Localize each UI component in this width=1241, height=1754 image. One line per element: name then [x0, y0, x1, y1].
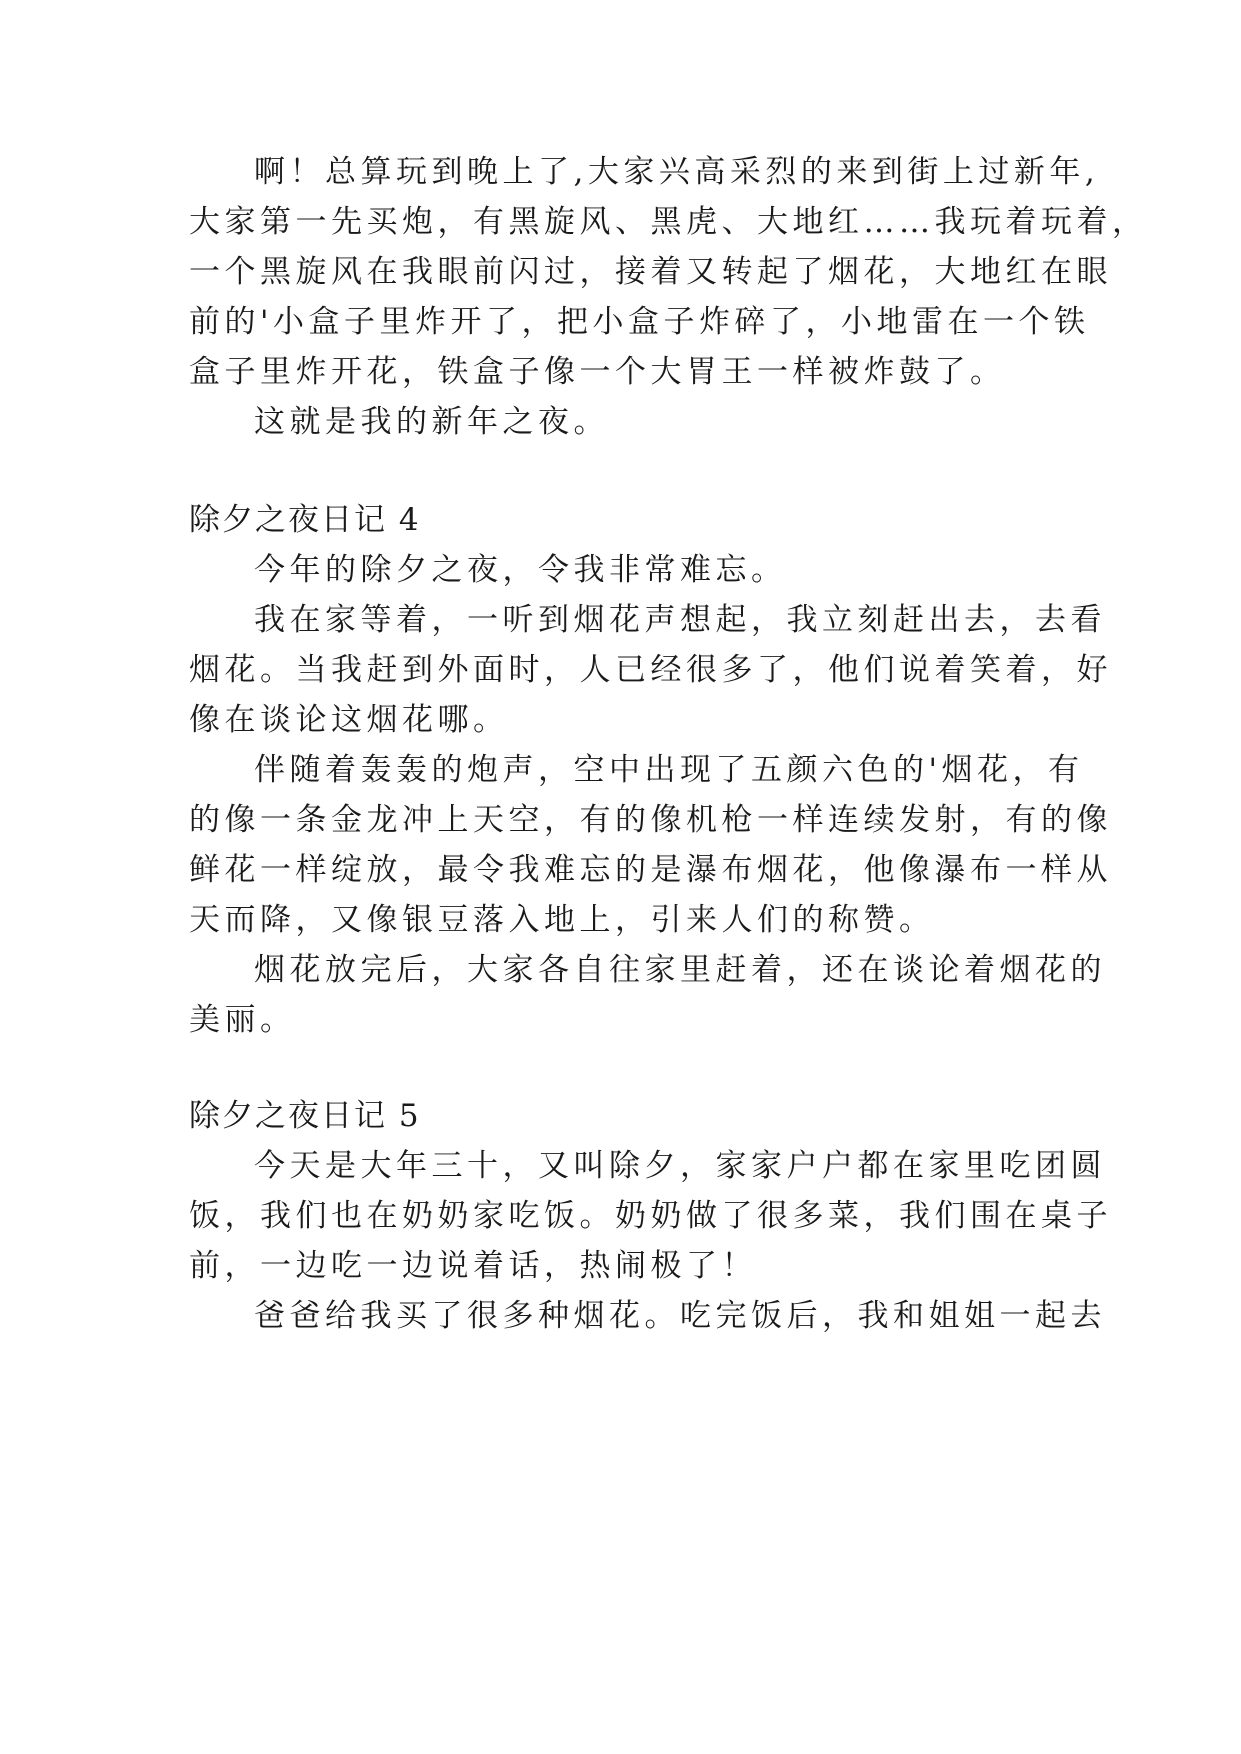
paragraph-line: 一个黑旋风在我眼前闪过，接着又转起了烟花，大地红在眼 — [189, 254, 1112, 290]
paragraph-line: 前的'小盒子里炸开了，把小盒子炸碎了，小地雷在一个铁 — [189, 304, 1090, 340]
paragraph-line: 大家第一先买炮，有黑旋风、黑虎、大地红……我玩着玩着， — [189, 204, 1148, 240]
paragraph-line: 天而降，又像银豆落入地上，引来人们的称赞。 — [189, 902, 935, 938]
paragraph-line: 饭，我们也在奶奶家吃饭。奶奶做了很多菜，我们围在桌子 — [189, 1198, 1112, 1234]
paragraph-line: 今年的除夕之夜，令我非常难忘。 — [254, 552, 787, 588]
paragraph-line: 烟花。当我赶到外面时，人已经很多了，他们说着笑着，好 — [189, 652, 1112, 688]
paragraph-line: 伴随着轰轰的炮声，空中出现了五颜六色的'烟花，有 — [254, 752, 1084, 788]
paragraph-line: 我在家等着，一听到烟花声想起，我立刻赶出去，去看 — [254, 602, 1106, 638]
paragraph-line: 鲜花一样绽放，最令我难忘的是瀑布烟花，他像瀑布一样从 — [189, 852, 1112, 888]
section-title: 除夕之夜日记 5 — [189, 1098, 421, 1134]
section-title: 除夕之夜日记 4 — [189, 502, 421, 538]
paragraph-line: 像在谈论这烟花哪。 — [189, 702, 509, 738]
paragraph-line: 爸爸给我买了很多种烟花。吃完饭后，我和姐姐一起去 — [254, 1298, 1106, 1334]
paragraph-line: 前，一边吃一边说着话，热闹极了！ — [189, 1248, 757, 1284]
paragraph-line: 的像一条金龙冲上天空，有的像机枪一样连续发射，有的像 — [189, 802, 1112, 838]
paragraph-line: 今天是大年三十，又叫除夕，家家户户都在家里吃团圆 — [254, 1148, 1106, 1184]
paragraph-line: 盒子里炸开花，铁盒子像一个大胃王一样被炸鼓了。 — [189, 354, 1006, 390]
paragraph-line: 这就是我的新年之夜。 — [254, 404, 609, 440]
paragraph-line: 烟花放完后，大家各自往家里赶着，还在谈论着烟花的 — [254, 952, 1106, 988]
paragraph-line: 啊！总算玩到晚上了,大家兴高采烈的来到街上过新年, — [254, 154, 1100, 190]
paragraph-line: 美丽。 — [189, 1002, 296, 1038]
